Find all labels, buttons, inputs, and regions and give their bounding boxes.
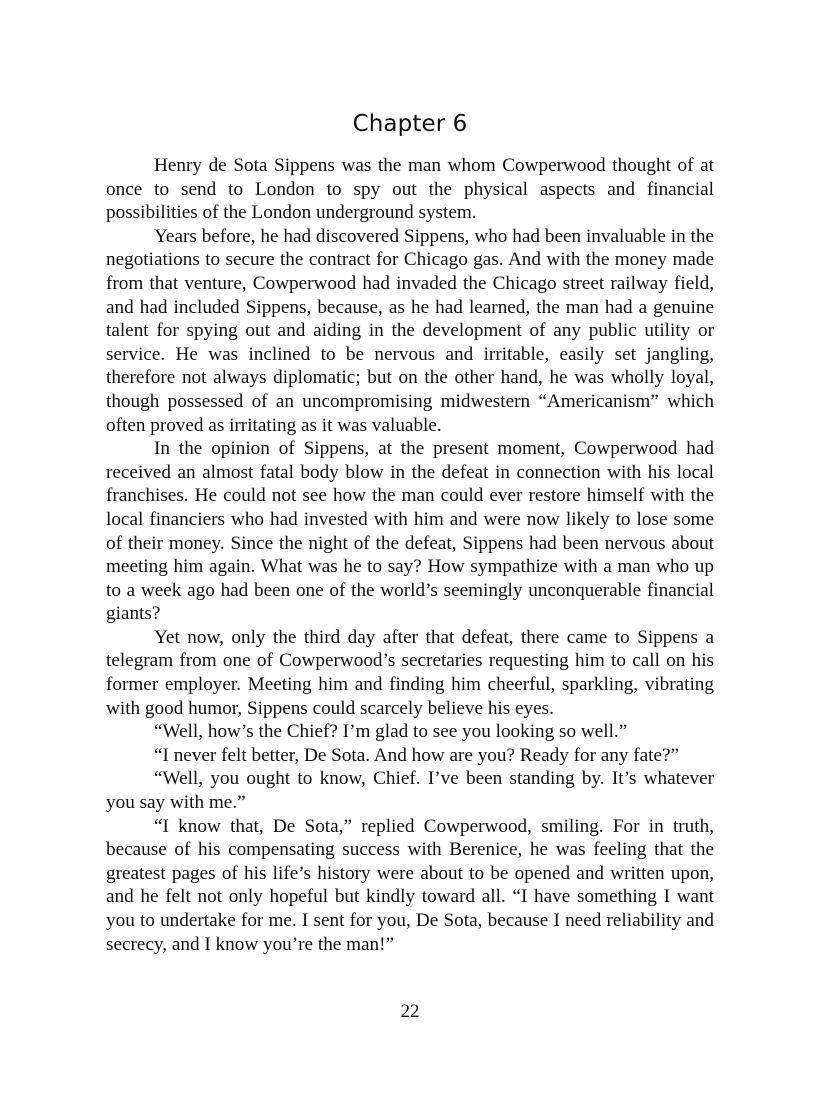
paragraph: Years before, he had discovered Sippens, who had been invaluable in the negotiations to secure the contract for Chicago gas. And with the money made from that venture, Cowperwood had invaded the Chicago street railway field, and had included Sippens, because, as he had learned, the man had a genuine talent for spying out and aiding in the development of any public utility or service. He was inclined to be nervous and irritable, easily set jangling, therefore not always diplomatic; but on the other hand, he was wholly loyal, though possessed of an uncompromising midwestern “Americanism” which often proved as irritating as it was valuable. <box>106 225 714 436</box>
body-text <box>106 154 714 956</box>
paragraph: Henry de Sota Sippens was the man whom Cowperwood thought of at once to send to London to spy out the physical aspects and financial possibilities of the London underground system. <box>106 155 714 224</box>
paragraph: Yet now, only the third day after that defeat, there came to Sippens a telegram from one of Cowperwood’s secretaries requesting him to call on his former employer. Meeting him and finding him cheerful, sparkling, vibrating with good humor, Sippens could scarcely believe his eyes. <box>106 626 714 719</box>
paragraph: “I never felt better, De Sota. And how are you? Ready for any fate?” <box>154 744 680 766</box>
paragraph: In the opinion of Sippens, at the present moment, Cowperwood had received an almost fatal body blow in the defeat in connection with his local franchises. He could not see how the man could ever restore himself with the local financiers who had invested with him and were now likely to lose some of their money. Since the night of the defeat, Sippens had been nervous about meeting him again. What was he to say? How sympathize with a man who up to a week ago had been one of the world’s seemingly unconquerable financial giants? <box>106 438 714 625</box>
chapter-title: Chapter 6 <box>352 111 468 137</box>
paragraph: “I know that, De Sota,” replied Cowperwood, smiling. For in truth, because of his compensating success with Berenice, he was feeling that the greatest pages of his life’s history were about to be opened and written upon, and he felt not only hopeful but kindly toward all. “I have something I want you to undertake for me. I sent for you, De Sota, because I need reliability and secrecy, and I know you’re the man!” <box>106 815 714 955</box>
paragraph: “Well, how’s the Chief? I’m glad to see you looking so well.” <box>154 721 628 743</box>
page-number: 22 <box>400 1001 420 1022</box>
paragraph: “Well, you ought to know, Chief. I’ve been standing by. It’s whatever you say with me.” <box>106 768 714 814</box>
